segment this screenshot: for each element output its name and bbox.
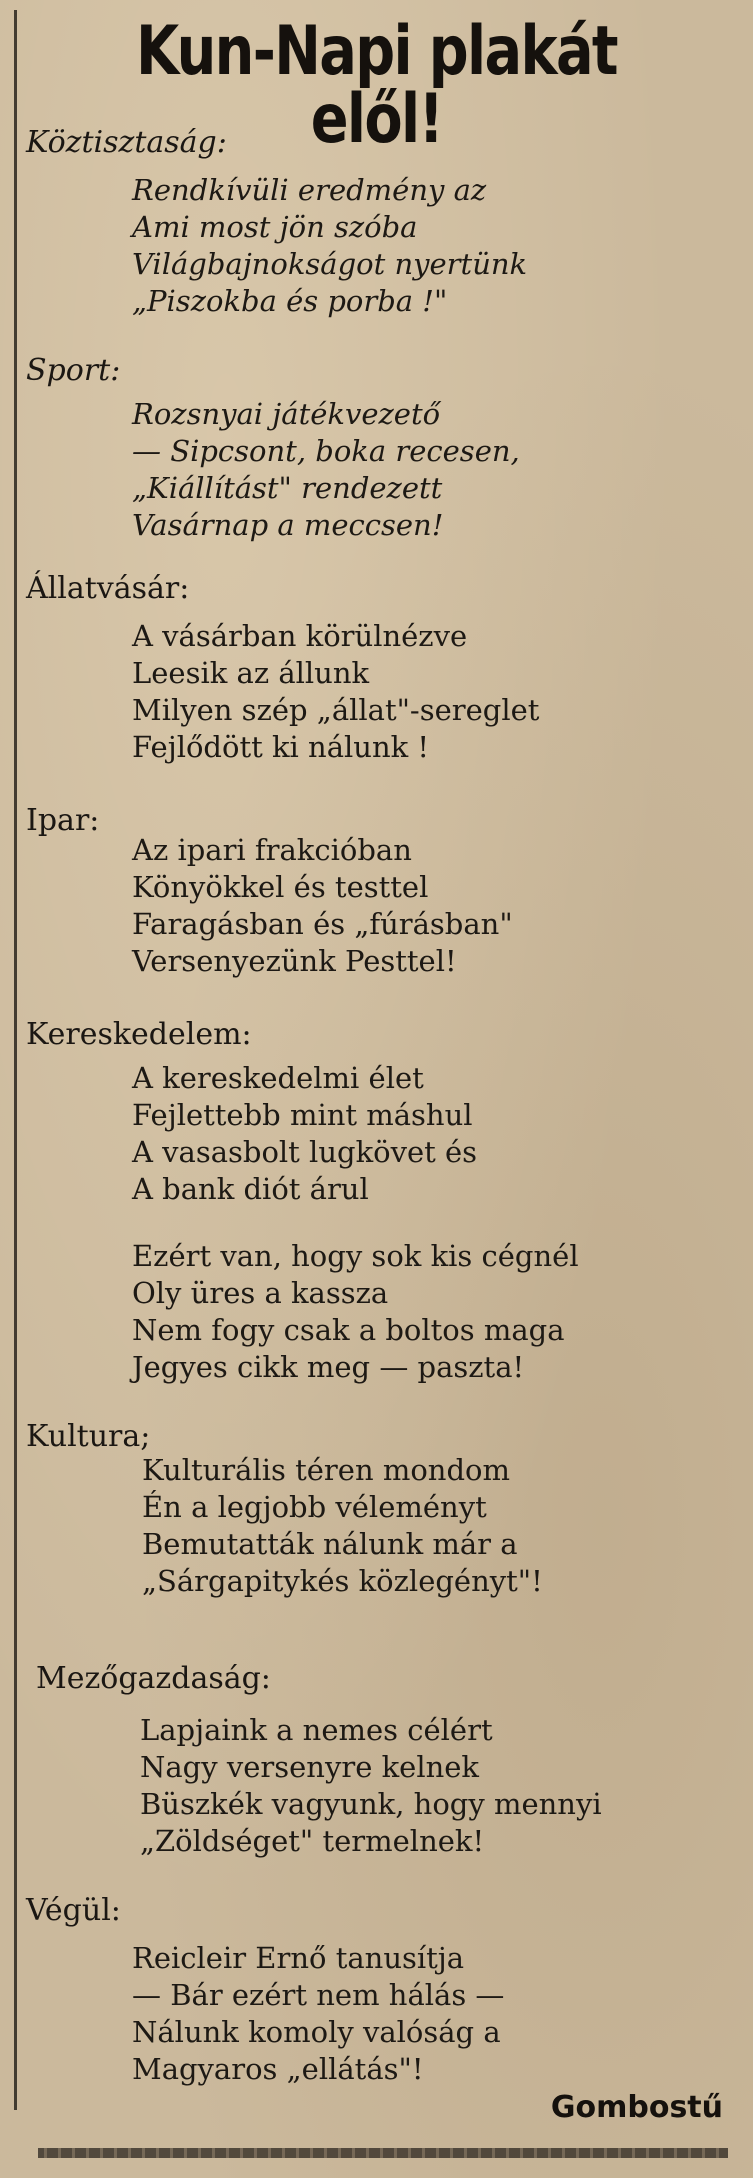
verse-line: „Piszokba és porba !" bbox=[132, 284, 448, 318]
verse-line: Ami most jön szóba bbox=[132, 210, 418, 244]
verse-line: Büszkék vagyunk, hogy mennyi bbox=[140, 1787, 602, 1821]
verse-line: „Zöldséget" termelnek! bbox=[140, 1824, 485, 1858]
section-heading: Sport: bbox=[26, 353, 121, 388]
section-lines bbox=[132, 172, 527, 320]
verse-line: Könyökkel és testtel bbox=[132, 870, 429, 904]
section-heading: Kereskedelem: bbox=[26, 1017, 252, 1052]
verse-line: Nagy versenyre kelnek bbox=[140, 1750, 480, 1784]
verse-line: „Sárgapitykés közlegényt"! bbox=[142, 1564, 543, 1598]
verse-line: — Bár ezért nem hálás — bbox=[132, 1978, 505, 2012]
verse-line: Lapjaink a nemes célért bbox=[140, 1713, 493, 1747]
verse-line: Versenyezünk Pesttel! bbox=[132, 944, 457, 978]
verse-line: Kulturális téren mondom bbox=[142, 1453, 511, 1487]
verse-line: „Kiállítást" rendezett bbox=[132, 471, 443, 505]
verse-line: Fejlettebb mint máshul bbox=[132, 1098, 473, 1132]
verse-line: Világbajnokságot nyertünk bbox=[132, 247, 528, 281]
section-lines bbox=[132, 832, 513, 980]
verse-line: A vásárban körülnézve bbox=[132, 619, 468, 653]
verse-line: Milyen szép „állat"-sereglet bbox=[132, 693, 540, 727]
section-heading: Kultura; bbox=[26, 1419, 151, 1454]
bottom-divider bbox=[38, 2148, 728, 2158]
verse-line: Faragásban és „fúrásban" bbox=[132, 907, 513, 941]
section-lines bbox=[140, 1712, 602, 1860]
verse-line: Rozsnyai játékvezető bbox=[132, 397, 441, 431]
section-heading: Köztisztaság: bbox=[26, 125, 227, 160]
verse-line: Vasárnap a meccsen! bbox=[132, 508, 444, 542]
section-heading: Ipar: bbox=[26, 803, 100, 838]
section-lines bbox=[132, 1060, 579, 1386]
verse-line: A vasasbolt lugkövet és bbox=[132, 1135, 478, 1169]
section-lines bbox=[132, 618, 539, 766]
verse-line: Ezért van, hogy sok kis cégnél bbox=[132, 1239, 579, 1273]
verse-line: Leesik az állunk bbox=[132, 656, 370, 690]
section-heading: Állatvásár: bbox=[26, 571, 190, 606]
section-heading: Mezőgazdaság: bbox=[36, 1661, 271, 1696]
stanza-spacer bbox=[132, 1208, 579, 1238]
verse-line: Én a legjobb véleményt bbox=[142, 1490, 487, 1524]
verse-line: A bank diót árul bbox=[132, 1172, 369, 1206]
verse-line: Jegyes cikk meg — paszta! bbox=[132, 1350, 525, 1384]
verse-line: Oly üres a kassza bbox=[132, 1276, 389, 1310]
verse-line: Reicleir Ernő tanusítja bbox=[132, 1941, 465, 1975]
verse-line: A kereskedelmi élet bbox=[132, 1061, 424, 1095]
verse-line: Bemutatták nálunk már a bbox=[142, 1527, 518, 1561]
verse-line: Nem fogy csak a boltos maga bbox=[132, 1313, 565, 1347]
verse-line: Rendkívüli eredmény az bbox=[132, 173, 487, 207]
author-signature: Gombostű bbox=[550, 2090, 723, 2125]
verse-line: Az ipari frakcióban bbox=[132, 833, 412, 867]
section-lines bbox=[142, 1452, 543, 1600]
left-column-rule bbox=[14, 10, 17, 2110]
verse-line: Magyaros „ellátás"! bbox=[132, 2052, 424, 2086]
verse-line: Fejlődött ki nálunk ! bbox=[132, 730, 430, 764]
poem-title: Kun-Napi plakát elől! bbox=[136, 12, 617, 159]
section-lines bbox=[132, 1940, 504, 2088]
section-lines bbox=[132, 396, 520, 544]
verse-line: — Sipcsont, boka recesen, bbox=[132, 434, 520, 468]
verse-line: Nálunk komoly valóság a bbox=[132, 2015, 501, 2049]
section-heading: Végül: bbox=[26, 1893, 121, 1928]
